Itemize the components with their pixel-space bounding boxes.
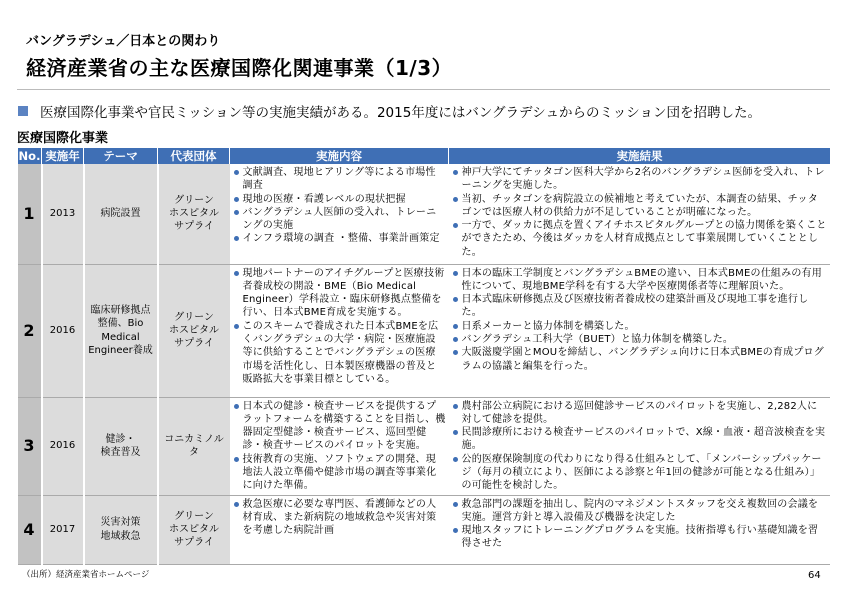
page-number: 64: [808, 570, 821, 581]
bullet-item: 現地の医療・看護レベルの現状把握: [233, 193, 446, 206]
bullet-item: 救急部門の課題を抽出し、院内のマネジメントスタッフを交え複数回の会議を実施。運営方針と導入設備及び機器を決定した: [452, 498, 828, 525]
lead-text: [18, 101, 761, 121]
divider: [17, 89, 830, 90]
lead-label: 医療国際化事業や官民ミッション等の実施実績がある。2015年度にはバングラデシュからのミッション団を招聘した。: [40, 105, 761, 121]
table-row: [18, 164, 831, 264]
bullet-item: バングラデシュ工科大学（BUET）と協力体制を構築した。: [452, 333, 828, 346]
content-cell: [230, 164, 449, 264]
table-row: [18, 495, 831, 564]
breadcrumb-subtitle: バングラデシュ／日本との関わり: [26, 34, 221, 49]
organization-cell: グリーン ホスピタル サプライ: [158, 164, 230, 264]
results-cell: [449, 264, 831, 397]
bullet-item: 日本の臨床工学制度とバングラデシュBMEの違い、日本式BMEの仕組みの有用性について、現地BME学科を有する大学や医療関係者等に理解頂いた。: [452, 267, 828, 294]
bullet-item: バングラデシュ人医師の受入れ、トレーニングの実施: [233, 206, 446, 233]
page-title: 経済産業省の主な医療国際化関連事業（1/3）: [26, 56, 453, 80]
square-bullet-icon: [18, 106, 28, 116]
projects-table: [17, 148, 830, 565]
bullet-item: 公的医療保険制度の代わりになり得る仕組みとして、「メンバーシップパッケージ（毎月の積立により、医師による診察と年1回の健診が可能となる仕組み）」の可能性を検討した。: [452, 453, 828, 493]
column-header: No.: [18, 149, 41, 163]
year-cell: 2013: [42, 164, 84, 264]
organization-cell: コニカミノルタ: [158, 397, 230, 495]
section-heading: 医療国際化事業: [17, 131, 109, 146]
bullet-item: 日系メーカーと協力体制を構築した。: [452, 320, 828, 333]
bullet-item: 文献調査、現地ヒアリング等による市場性調査: [233, 166, 446, 193]
table-row: [18, 264, 831, 397]
row-number: 3: [18, 397, 42, 495]
year-cell: 2016: [42, 397, 84, 495]
bullet-item: 農村部公立病院における巡回健診サービスのパイロットを実施し、2,282人に対して健診を提供。: [452, 400, 828, 427]
results-cell: [449, 495, 831, 564]
bullet-item: 民間診療所における検査サービスのパイロットで、X線・血液・超音波検査を実施。: [452, 426, 828, 453]
bullet-item: インフラ環境の調査 ・整備、事業計画策定: [233, 232, 446, 245]
theme-cell: 災害対策 地域救急: [84, 495, 158, 564]
organization-cell: グリーン ホスピタル サプライ: [158, 495, 230, 564]
row-number: 4: [18, 495, 42, 564]
column-header: テーマ: [84, 148, 158, 164]
results-cell: [449, 164, 831, 264]
bullet-item: 一方で、ダッカに拠点を置くアイチホスピタルグループとの協力関係を築くことができたため、今後はダッカを人材育成拠点として事業展開していくこととした。: [452, 219, 828, 259]
theme-cell: 病院設置: [84, 164, 158, 264]
source-note: （出所）経済産業省ホームページ: [22, 570, 150, 580]
column-header: 実施内容: [230, 148, 449, 164]
table-row: [18, 397, 831, 495]
row-number: 1: [18, 164, 42, 264]
year-cell: 2016: [42, 264, 84, 397]
column-header: 実施年: [42, 148, 84, 164]
row-number: 2: [18, 264, 42, 397]
bullet-item: 現地パートナーのアイチグループと医療技術者養成校の開設・BME（Bio Medical Engineer）学科設立・臨床研修拠点整備を行い、日本式BME育成を実施する。: [233, 267, 446, 320]
bullet-item: 救急医療に必要な専門医、看護師などの人材育成、また新病院の地域救急や災害対策を考慮した病院計画: [233, 498, 446, 538]
bullet-item: 当初、チッタゴンを病院設立の候補地と考えていたが、本調査の結果、チッタゴンでは医療人材の供給力が不足していることが明確になった。: [452, 193, 828, 220]
column-header: 実施結果: [449, 148, 831, 164]
bullet-item: 日本式臨床研修拠点及び医療技術者養成校の建築計画及び現地工事を進行した。: [452, 293, 828, 320]
organization-cell: グリーン ホスピタル サプライ: [158, 264, 230, 397]
year-cell: 2017: [42, 495, 84, 564]
bullet-item: 技術教育の実施、ソフトウェアの開発、現地法人設立準備や健診市場の調査等事業化に向けた準備。: [233, 453, 446, 493]
results-cell: [449, 397, 831, 495]
column-header: 代表団体: [158, 148, 230, 164]
theme-cell: 臨床研修拠点整備、Bio Medical Engineer養成: [84, 264, 158, 397]
content-cell: [230, 495, 449, 564]
theme-cell: 健診・ 検査普及: [84, 397, 158, 495]
bullet-item: 日本式の健診・検査サービスを提供するプラットフォームを構築することを目指し、機器固定型健診・検査サービス、巡回型健診・検査サービスのパイロットを実施。: [233, 400, 446, 453]
content-cell: [230, 397, 449, 495]
bullet-item: このスキームで養成された日本式BMEを広くバングラデシュの大学・病院・医療施設等に供給することでバングラデシュの医療市場を活性化し、日本製医療機器の普及と販路拡大を事業目標としている。: [233, 320, 446, 386]
bullet-item: 現地スタッフにトレーニングプログラムを実施。技術指導も行い基礎知識を習得させた: [452, 524, 828, 551]
bullet-item: 大阪滋慶学園とMOUを締結し、バングラデシュ向けに日本式BMEの育成プログラムの協議と編集を行った。: [452, 346, 828, 373]
content-cell: [230, 264, 449, 397]
bullet-item: 神戸大学にてチッタゴン医科大学から2名のバングラデシュ医師を受入れ、トレーニングを実施した。: [452, 166, 828, 193]
